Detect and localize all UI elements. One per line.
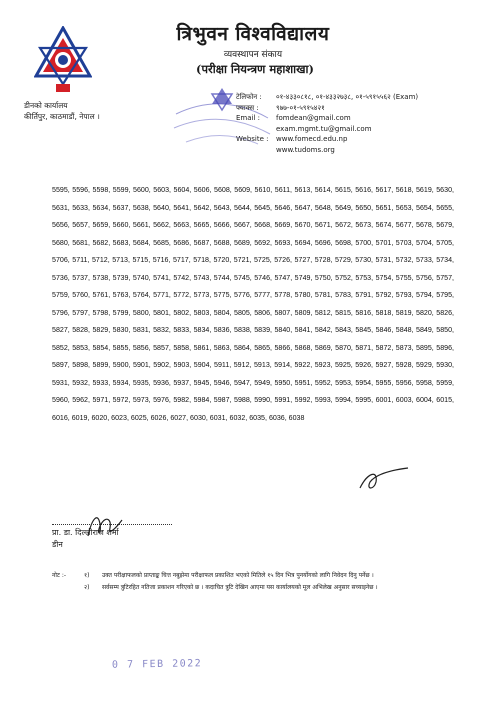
website-1[interactable]: www.fomecd.edu.np xyxy=(276,135,348,143)
signatory-block xyxy=(52,527,119,551)
office-address: कीर्तिपुर, काठमाडौं, नेपाल । xyxy=(24,112,100,121)
office-address-block xyxy=(24,100,100,122)
note-text: सर्वसम्म त्रुटिरहित नतिजा प्रकाशन गरिएको छ । कदाचित त्रुटि देखिन आएमा यस कार्यालयको मूल अभिलेख अनुसार सच्याइनेछ । xyxy=(102,584,378,591)
signatory-title: डीन xyxy=(52,540,63,549)
fax-label: फ्याक्स : xyxy=(236,103,259,112)
note-number: १) xyxy=(84,572,90,579)
note-number: २) xyxy=(84,584,90,591)
email-label: Email : xyxy=(236,114,261,122)
website-2[interactable]: www.tudoms.org xyxy=(276,145,335,154)
note-text: उक्त परीक्षाफलको प्राप्ताङ्क चित्त नबुझेमा परीक्षाफल प्रकाशित भएको मितिले १५ दिन भित्र पुनर्योगको लागि निवेदन दिनु पर्नेछ । xyxy=(102,572,374,579)
symbol-number-list: 5595, 5596, 5598, 5599, 5600, 5603, 5604, 5606, 5608, 5609, 5610, 5611, 5613, 5614, 5615, 5616, 5617, 5618, 5619, 5630, 5631, 5633, 5634, 5637, 5638, 5640, 5641, 5642, 5643, 5644, 5645, 5646, 5647, 5648, 5649, 5650, 5651, 5653, 5654, 5655, 5656, 5657, 5659, 5660, 5661, 5662, 5663, 5665, 5666, 5667, 5668, 5669, 5670, 5671, 5672, 5673, 5674, 5677, 5678, 5679, 5680, 5681, 5682, 5683, 5684, 5685, 5686, 5687, 5688, 5689, 5692, 5693, 5694, 5696, 5698, 5700, 5701, 5703, 5704, 5705, 5706, 5711, 5712, 5713, 5715, 5716, 5717, 5718, 5720, 5721, 5725, 5726, 5727, 5728, 5729, 5730, 5731, 5732, 5733, 5734, 5736, 5737, 5738, 5739, 5740, 5741, 5742, 5743, 5744, 5745, 5746, 5747, 5749, 5750, 5752, 5753, 5754, 5755, 5756, 5757, 5759, 5760, 5761, 5763, 5764, 5771, 5772, 5773, 5775, 5776, 5777, 5778, 5780, 5781, 5783, 5791, 5792, 5793, 5794, 5795, 5796, 5797, 5798, 5799, 5800, 5801, 5802, 5803, 5804, 5805, 5806, 5807, 5809, 5812, 5815, 5816, 5818, 5819, 5820, 5826, 5827, 5828, 5829, 5830, 5831, 5832, 5833, 5834, 5836, 5838, 5839, 5840, 5841, 5842, 5843, 5845, 5846, 5848, 5849, 5850, 5852, 5853, 5854, 5855, 5856, 5857, 5858, 5861, 5863, 5864, 5865, 5866, 5868, 5869, 5870, 5871, 5872, 5873, 5895, 5896, 5897, 5898, 5899, 5900, 5901, 5902, 5903, 5904, 5911, 5912, 5913, 5914, 5922, 5923, 5925, 5926, 5927, 5928, 5929, 5930, 5931, 5932, 5933, 5934, 5935, 5936, 5937, 5945, 5946, 5947, 5949, 5950, 5951, 5952, 5953, 5954, 5955, 5956, 5958, 5959, 5960, 5962, 5971, 5972, 5973, 5976, 5982, 5984, 5987, 5988, 5990, 5991, 5992, 5993, 5994, 5995, 6001, 6003, 6004, 6015, 6016, 6019, 6020, 6023, 6025, 6026, 6027, 6030, 6031, 6032, 6035, 6036, 6038 xyxy=(52,186,454,422)
website-row-2 xyxy=(236,145,418,156)
email-row xyxy=(236,113,418,124)
email-1[interactable]: fomdean@gmail.com xyxy=(276,114,351,122)
signature-line xyxy=(52,524,172,525)
phone-row xyxy=(236,92,418,103)
phone-value: ०१-४३३०८१८, ०१-४३३२७३८, ०१-५९१५५६२ (Exam) xyxy=(276,93,419,101)
contact-block xyxy=(236,92,418,155)
signatory-name: प्रा. डा. दिल्लीराज शर्मा xyxy=(52,528,119,537)
division-name: (परीक्षा नियन्त्रण महाशाखा) xyxy=(196,62,314,76)
fax-value: ९७७-०१-५९१५४२१ xyxy=(276,103,325,112)
initials-signature xyxy=(356,466,412,494)
notes-label: नोट :- xyxy=(52,572,67,579)
office-name: डीनको कार्यालय xyxy=(24,101,68,110)
website-label: Website : xyxy=(236,135,269,143)
date-stamp: 0 7 FEB 2022 xyxy=(111,658,203,671)
faculty-name: व्यवस्थापन संकाय xyxy=(223,50,283,60)
email-2[interactable]: exam.mgmt.tu@gmail.com xyxy=(276,124,372,133)
fax-row xyxy=(236,103,418,114)
email-row-2 xyxy=(236,124,418,135)
website-row xyxy=(236,134,418,145)
tribhuvan-university-logo xyxy=(34,26,92,96)
university-name: त्रिभुवन विश्वविद्यालय xyxy=(176,23,330,45)
phone-label: टेलिफोन : xyxy=(236,93,262,101)
